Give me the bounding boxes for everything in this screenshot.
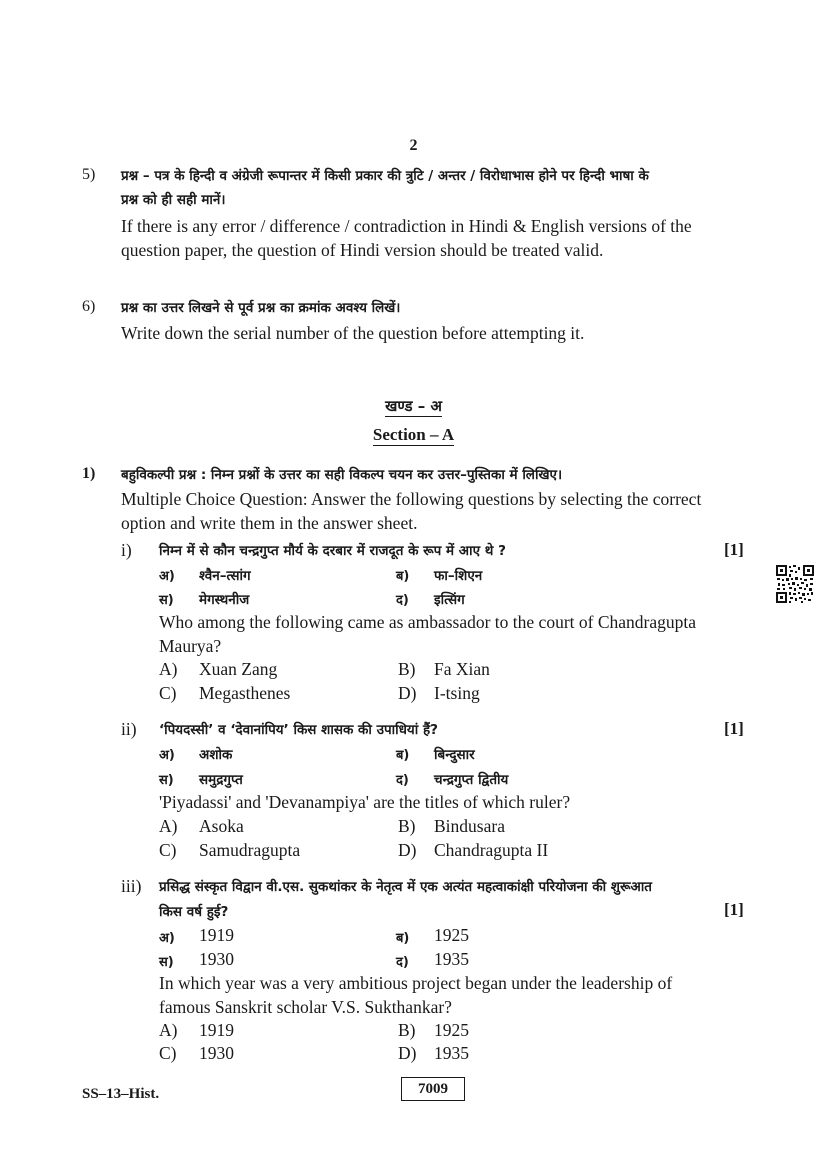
- subquestion-iii-hindi-line2: किस वर्ष हुई?: [159, 904, 229, 920]
- option-text: Asoka: [199, 816, 244, 836]
- subquestion-ii-hindi: ‘पियदस्सी’ व ‘देवानांपिय’ किस शासक की उपाधियां हैं?: [159, 722, 438, 738]
- question-1-english-line2: option and write them in the answer sheet.: [121, 513, 418, 533]
- option-text: 1930: [199, 949, 234, 969]
- instruction-5-english-line1: If there is any error / difference / contradiction in Hindi & English versions of the: [121, 216, 692, 236]
- subquestion-ii-english: 'Piyadassi' and 'Devanampiya' are the titles of which ruler?: [159, 792, 571, 812]
- question-1-number: 1): [82, 465, 96, 482]
- option-text: बिन्दुसार: [434, 747, 475, 763]
- section-heading-english: Section – A: [372, 425, 455, 444]
- subquestion-iii-mark: [1]: [724, 900, 744, 919]
- subquestion-ii-number: ii): [121, 719, 137, 739]
- option-label: स): [159, 593, 174, 608]
- option-text: समुद्रगुप्त: [199, 772, 243, 788]
- option-label: A): [159, 659, 178, 679]
- option-label: C): [159, 840, 177, 860]
- option-text: 1935: [434, 949, 469, 969]
- option-text: Fa Xian: [434, 659, 490, 679]
- option-text: 1930: [199, 1043, 234, 1063]
- option-text: फा–शिएन: [434, 568, 483, 584]
- instruction-5-hindi-line1: प्रश्न – पत्र के हिन्दी व अंग्रेजी रूपान्तर में किसी प्रकार की त्रुटि / अन्तर / विरोधाभास होने पर हिन्दी भाषा के: [121, 168, 649, 184]
- option-text: Megasthenes: [199, 683, 291, 703]
- option-label: D): [398, 1043, 417, 1063]
- subquestion-i-english-line2: Maurya?: [159, 636, 222, 656]
- subquestion-i-hindi: निम्न में से कौन चन्द्रगुप्त मौर्य के दरबार में राजदूत के रूप में आए थे ?: [159, 543, 506, 559]
- option-label: B): [398, 816, 416, 836]
- option-text: इत्सिंग: [434, 592, 465, 608]
- option-label: C): [159, 683, 177, 703]
- option-text: 1925: [434, 1020, 469, 1040]
- option-text: I-tsing: [434, 683, 480, 703]
- instruction-6-hindi: प्रश्न का उत्तर लिखने से पूर्व प्रश्न का क्रमांक अवश्य लिखें।: [121, 300, 401, 316]
- option-label: ब): [396, 748, 410, 763]
- option-text: Bindusara: [434, 816, 505, 836]
- question-paper-code-box: 7009: [401, 1077, 465, 1101]
- option-text: 1925: [434, 925, 469, 945]
- option-text: चन्द्रगुप्त द्वितीय: [434, 772, 509, 788]
- option-text: श्वैन–त्सांग: [199, 568, 251, 584]
- option-text: 1919: [199, 925, 234, 945]
- option-label: अ): [159, 569, 175, 584]
- page-number: 2: [409, 137, 418, 154]
- qr-code-icon: [776, 565, 814, 603]
- option-text: मेगस्थनीज: [199, 592, 250, 608]
- option-label: B): [398, 659, 416, 679]
- section-heading-hindi: खण्ड – अ: [385, 397, 442, 415]
- option-label: A): [159, 816, 178, 836]
- option-label: ब): [396, 569, 410, 584]
- instruction-5-hindi-line2: प्रश्न को ही सही मानें।: [121, 192, 226, 208]
- option-label: D): [398, 683, 417, 703]
- option-text: Samudragupta: [199, 840, 301, 860]
- instruction-6-english: Write down the serial number of the question before attempting it.: [121, 323, 585, 343]
- option-label: A): [159, 1020, 178, 1040]
- subquestion-iii-number: iii): [121, 876, 142, 896]
- option-text: Chandragupta II: [434, 840, 549, 860]
- option-label: D): [398, 840, 417, 860]
- option-text: Xuan Zang: [199, 659, 278, 679]
- question-1-english-line1: Multiple Choice Question: Answer the following questions by selecting the correct: [121, 489, 702, 509]
- option-label: अ): [159, 931, 175, 946]
- question-1-hindi: बहुविकल्पी प्रश्न : निम्न प्रश्नों के उत्तर का सही विकल्प चयन कर उत्तर–पुस्तिका में लिखिए।: [121, 467, 563, 483]
- option-label: स): [159, 955, 174, 970]
- subquestion-iii-english-line1: In which year was a very ambitious project began under the leadership of: [159, 973, 673, 993]
- option-label: द): [396, 955, 409, 970]
- subquestion-i-number: i): [121, 540, 132, 560]
- option-text: 1919: [199, 1020, 234, 1040]
- option-label: ब): [396, 931, 410, 946]
- subquestion-iii-english-line2: famous Sanskrit scholar V.S. Sukthankar?: [159, 997, 452, 1017]
- subquestion-i-mark: [1]: [724, 540, 744, 559]
- option-text: अशोक: [199, 747, 233, 763]
- paper-code: SS–13–Hist.: [82, 1086, 160, 1102]
- option-label: द): [396, 593, 409, 608]
- option-label: C): [159, 1043, 177, 1063]
- option-text: 1935: [434, 1043, 469, 1063]
- option-label: B): [398, 1020, 416, 1040]
- option-label: स): [159, 773, 174, 788]
- subquestion-iii-hindi-line1: प्रसिद्ध संस्कृत विद्वान वी.एस. सुकथांकर के नेतृत्व में एक अत्यंत महत्वाकांक्षी परियोजना की शुरूआत: [159, 879, 652, 895]
- instruction-5-english-line2: question paper, the question of Hindi version should be treated valid.: [121, 240, 604, 260]
- subquestion-i-english-line1: Who among the following came as ambassador to the court of Chandragupta: [159, 612, 696, 632]
- instruction-5-number: 5): [82, 166, 96, 183]
- subquestion-ii-mark: [1]: [724, 719, 744, 738]
- option-label: द): [396, 773, 409, 788]
- option-label: अ): [159, 748, 175, 763]
- instruction-6-number: 6): [82, 298, 96, 315]
